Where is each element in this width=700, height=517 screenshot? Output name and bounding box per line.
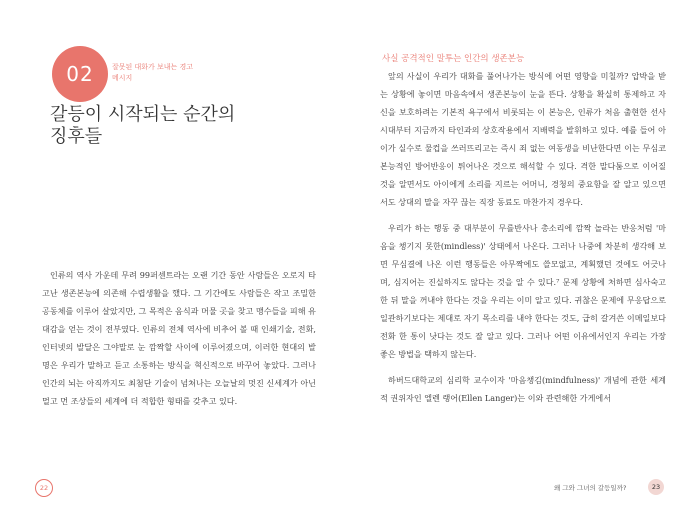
- left-page-number: [35, 479, 53, 497]
- chapter-title: 갈등이 시작되는 순간의 징후들: [50, 104, 236, 147]
- body-paragraph-1: 앞의 사실이 우리가 대화를 풀어나가는 방식에 어떤 영향을 미칠까? 압박을 받는 상황에 놓이면 마음속에서 생존본능이 눈을 뜬다. 상황을 확실히 통제하고 자신을 보호하려는 기본적 욕구에서 비롯되는 이 본능은, 인류가 처음 출현한 선사시대부터 지금까지 타인과의 상호작용에서 지배력을 발휘하고 있다. 예를 들어 아이가 실수로 물컵을 쓰러뜨리고는 즉시 죄 없는 여동생을 비난한다면 이는 무심코 본능적인 방어반응이 튀어나온 것으로 해석할 수 있다. 격한 말다툼으로 이어질 것을 알면서도 아이에게 소리를 지르는 어머니, 경청의 중요함을 잘 알고 있으면서도 상대의 말을 자꾸 끊는 직장 동료도 마찬가지 경우다.: [380, 71, 666, 207]
- section-heading: 사실 공격적인 말투는 인간의 생존본능: [382, 54, 525, 64]
- chapter-number-badge: [52, 46, 108, 102]
- left-body-text: 인류의 역사 가운데 무려 99퍼센트라는 오랜 기간 동안 사람들은 오로지 타고난 생존본능에 의존해 수렵생활을 했다. 그 기간에도 사람들은 작고 조밀한 공동체를 이루어 살았지만, 그 목적은 음식과 머물 곳을 찾고 맹수들을 피해 유대감을 얻는 것이 전부였다. 인류의 전체 역사에 비추어 볼 때 인쇄기술, 전화, 인터넷의 발달은 그야말로 눈 깜짝할 사이에 이루어졌으며, 이러한 현대의 발명은 우리가 말하고 듣고 소통하는 방식을 혁신적으로 바꾸어 놓았다. 그러나 인간의 뇌는 아직까지도 최첨단 기술이 넘쳐나는 오늘날의 멋진 신세계가 아닌 멀고 먼 조상들의 세계에 더 적합한 형태를 갖추고 있다.: [42, 270, 316, 406]
- body-paragraph-3: 하버드대학교의 심리학 교수이자 '마음챙김(mindfulness)' 개념에 관한 세계적 권위자인 엘렌 랭어(Ellen Langer)는 이와 관련해한 가게에서: [380, 375, 666, 403]
- body-paragraph-2: 우리가 하는 행동 중 대부분이 무를반사나 총소리에 깜짝 놀라는 반응처럼 '마음을 챙기지 못한(mindless)' 상태에서 나온다. 그러나 나중에 차분히 생각해 보면 무심결에 나온 이런 행동들은 아무짝에도 쓸모없고, 계획했던 것에도 어긋나며, 심지어는 진실하지도 않다는 것을 알 수 있다.⁷ 문제 상황에 처하면 심사숙고한 뒤 말을 꺼내야 한다는 것을 우리는 이미 알고 있다. 귀찮은 문제에 무응답으로 일관하기보다는 제대로 자기 목소리를 내야 한다는 것도, 급히 갈겨쓴 이메일보다 전화 한 통이 낫다는 것도 잘 알고 있다. 그러나 어떤 이유에서인지 우리는 가장 좋은 방법을 택하지 않는다.: [380, 223, 666, 359]
- chapter-number: 02: [66, 62, 94, 86]
- right-page: [350, 0, 700, 517]
- chapter-subtitle: 잘못된 대화가 보내는 경고 메시지: [112, 63, 194, 82]
- running-head: 왜 그와 그녀의 갈등일까?: [554, 484, 627, 492]
- right-page-number: [648, 479, 664, 495]
- left-page-number-text: 22: [39, 484, 49, 492]
- right-page-number-text: 23: [651, 483, 661, 491]
- right-body-text: [380, 67, 666, 415]
